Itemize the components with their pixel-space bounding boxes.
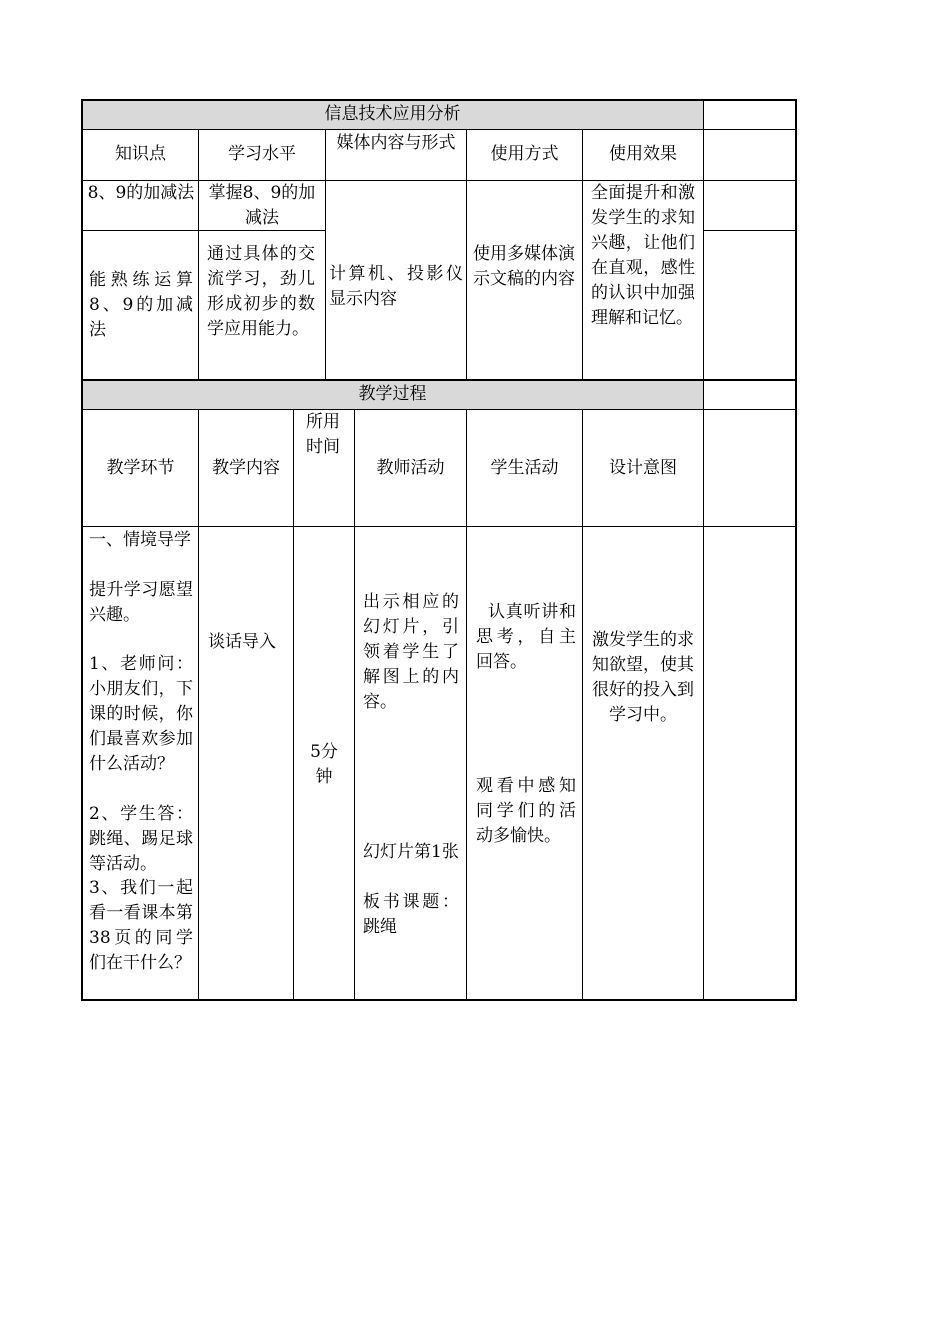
col-header-teacher: 教师活动 bbox=[376, 458, 445, 478]
stage-step-3: 3、我们一起看一看课本第38页的同学们在干什么？ bbox=[89, 878, 193, 973]
col-header-media: 媒体内容与形式 bbox=[336, 133, 456, 153]
student-activity-1: 认真听讲和思考，自主回答。 bbox=[476, 602, 576, 672]
time-used: 5分钟 bbox=[310, 742, 338, 787]
col-header-intent: 设计意图 bbox=[609, 458, 677, 478]
stage-title: 一、情境导学 bbox=[89, 530, 191, 550]
media-content: 计算机、投影仪显示内容 bbox=[329, 264, 463, 309]
stage-goal: 提升学习愿望兴趣。 bbox=[89, 580, 193, 625]
col-header-usage: 使用方式 bbox=[490, 144, 559, 164]
design-intent: 激发学生的求知欲望，使其很好的投入到学习中。 bbox=[592, 630, 694, 725]
col-header-time: 所用时间 bbox=[306, 412, 340, 457]
stage-step-2: 2、学生答：跳绳、踢足球等活动。 bbox=[89, 804, 193, 874]
learning-level-2: 通过具体的交流学习，劲儿形成初步的数学应用能力。 bbox=[207, 244, 315, 339]
col-header-level: 学习水平 bbox=[228, 144, 296, 164]
student-activity-2: 观看中感知同学们的活动多愉快。 bbox=[476, 776, 576, 846]
knowledge-point-1: 8、9的加减法 bbox=[87, 183, 195, 203]
learning-level-1: 掌握8、9的加减法 bbox=[208, 183, 316, 228]
section2-header: 教学过程 bbox=[358, 384, 427, 404]
section1-header: 信息技术应用分析 bbox=[324, 104, 461, 124]
teacher-activity-1: 出示相应的幻灯片，引领着学生了解图上的内容。 bbox=[363, 592, 459, 712]
col-header-content: 教学内容 bbox=[212, 458, 280, 478]
teacher-activity-2: 幻灯片第1张 bbox=[363, 842, 459, 862]
teacher-activity-3: 板书课题：跳绳 bbox=[363, 892, 459, 937]
stage-step-1: 1、老师问：小朋友们，下课的时候，你们最喜欢参加什么活动？ bbox=[89, 654, 193, 774]
col-header-student: 学生活动 bbox=[490, 458, 559, 478]
col-header-effect: 使用效果 bbox=[609, 144, 677, 164]
col-header-stage: 教学环节 bbox=[106, 458, 175, 478]
usage-effect: 全面提升和激发学生的求知兴趣，让他们在直观，感性的认识中加强理解和记忆。 bbox=[591, 183, 695, 328]
usage-method: 使用多媒体演示文稿的内容 bbox=[473, 244, 575, 289]
teaching-content: 谈话导入 bbox=[208, 632, 276, 652]
col-header-knowledge: 知识点 bbox=[115, 144, 166, 164]
knowledge-point-2: 能熟练运算8、9的加减法 bbox=[89, 270, 193, 340]
